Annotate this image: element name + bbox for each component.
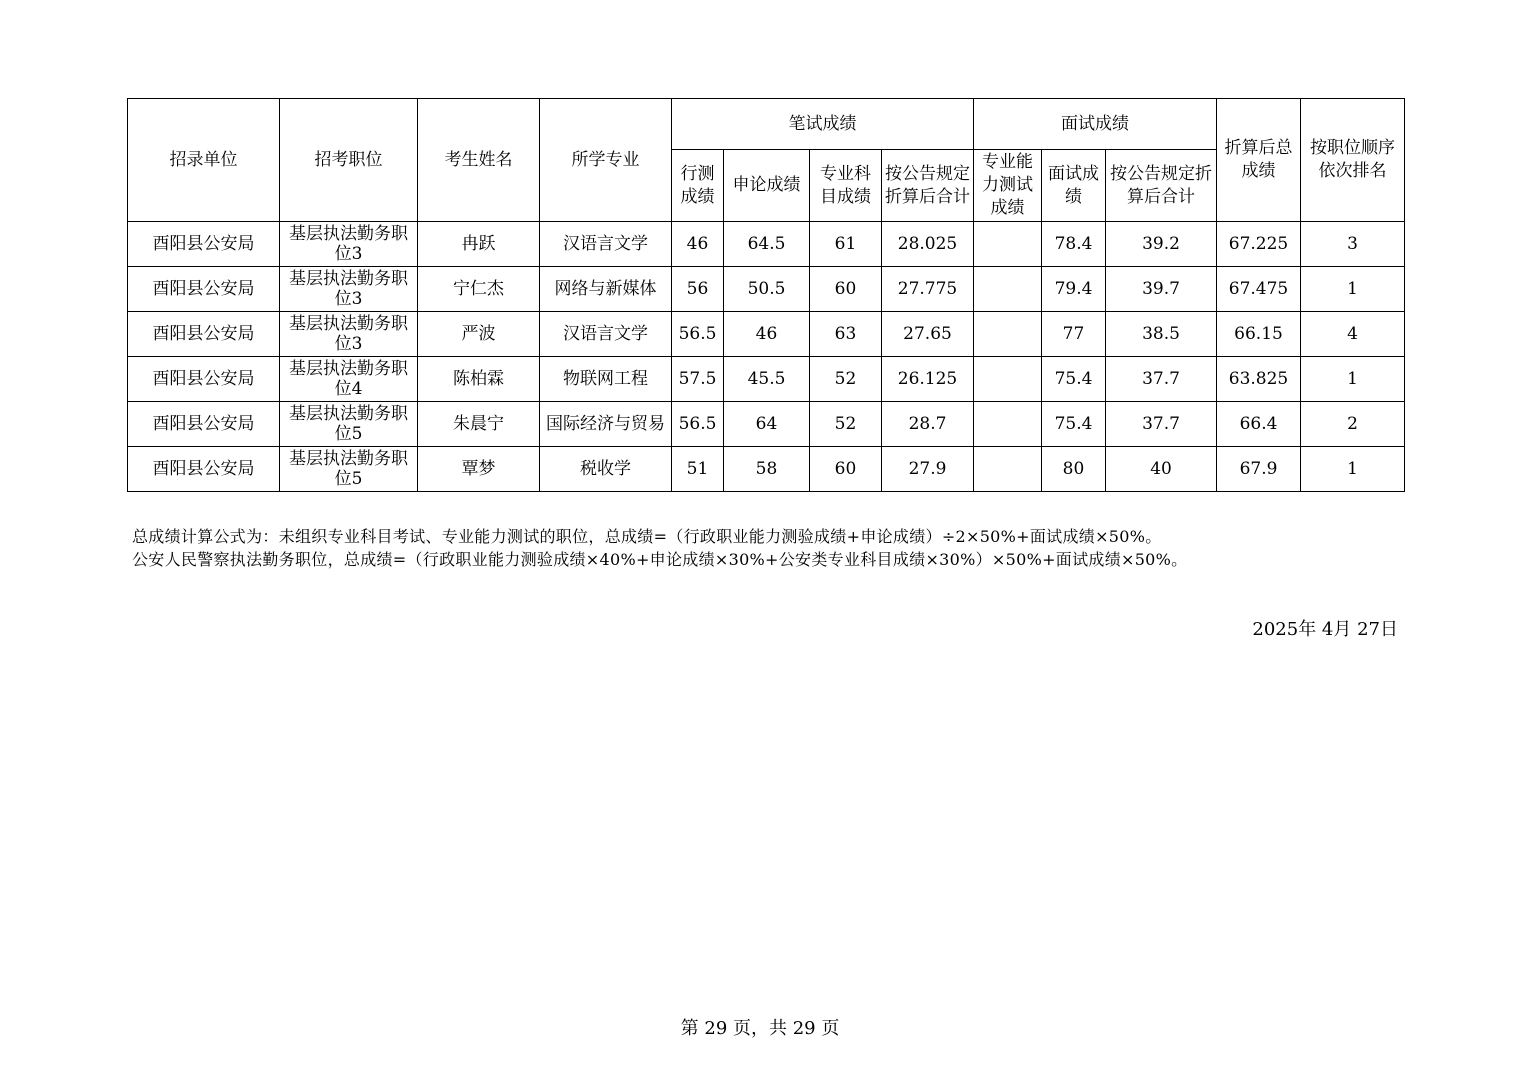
cell-unit: 酉阳县公安局 bbox=[128, 222, 280, 267]
cell-interview-converted: 38.5 bbox=[1106, 312, 1217, 357]
cell-written-converted: 26.125 bbox=[882, 357, 974, 402]
cell-total: 66.4 bbox=[1217, 402, 1301, 447]
cell-ability-test bbox=[974, 447, 1042, 492]
header-unit: 招录单位 bbox=[128, 99, 280, 222]
header-professional: 专业科目成绩 bbox=[810, 150, 882, 222]
formula-notes bbox=[132, 525, 1187, 571]
cell-unit: 酉阳县公安局 bbox=[128, 447, 280, 492]
cell-name: 陈柏霖 bbox=[418, 357, 540, 402]
cell-position: 基层执法勤务职位4 bbox=[280, 357, 418, 402]
cell-major: 物联网工程 bbox=[540, 357, 672, 402]
cell-professional: 60 bbox=[810, 267, 882, 312]
cell-rank: 1 bbox=[1301, 267, 1405, 312]
cell-interview-score: 78.4 bbox=[1042, 222, 1106, 267]
cell-major: 汉语言文学 bbox=[540, 312, 672, 357]
header-written-converted: 按公告规定折算后合计 bbox=[882, 150, 974, 222]
cell-rank: 1 bbox=[1301, 447, 1405, 492]
header-written-group: 笔试成绩 bbox=[672, 99, 974, 150]
cell-ability-test bbox=[974, 357, 1042, 402]
cell-xingce: 51 bbox=[672, 447, 724, 492]
cell-shenlun: 46 bbox=[724, 312, 810, 357]
cell-position: 基层执法勤务职位5 bbox=[280, 402, 418, 447]
cell-written-converted: 28.7 bbox=[882, 402, 974, 447]
cell-xingce: 56.5 bbox=[672, 312, 724, 357]
header-shenlun: 申论成绩 bbox=[724, 150, 810, 222]
cell-shenlun: 45.5 bbox=[724, 357, 810, 402]
cell-position: 基层执法勤务职位3 bbox=[280, 222, 418, 267]
table-body bbox=[128, 222, 1405, 492]
table-row bbox=[128, 357, 1405, 402]
cell-major: 国际经济与贸易 bbox=[540, 402, 672, 447]
header-ability-test: 专业能力测试成绩 bbox=[974, 150, 1042, 222]
cell-total: 67.475 bbox=[1217, 267, 1301, 312]
cell-professional: 63 bbox=[810, 312, 882, 357]
cell-major: 网络与新媒体 bbox=[540, 267, 672, 312]
document-date: 2025年 4月 27日 bbox=[1252, 619, 1398, 640]
table-row bbox=[128, 312, 1405, 357]
cell-ability-test bbox=[974, 222, 1042, 267]
header-row-top bbox=[128, 99, 1405, 150]
cell-shenlun: 64 bbox=[724, 402, 810, 447]
cell-xingce: 46 bbox=[672, 222, 724, 267]
score-table bbox=[127, 98, 1405, 492]
cell-interview-converted: 37.7 bbox=[1106, 357, 1217, 402]
cell-interview-score: 75.4 bbox=[1042, 357, 1106, 402]
cell-xingce: 56 bbox=[672, 267, 724, 312]
cell-written-converted: 28.025 bbox=[882, 222, 974, 267]
header-rank: 按职位顺序依次排名 bbox=[1301, 99, 1405, 222]
cell-interview-converted: 39.2 bbox=[1106, 222, 1217, 267]
cell-rank: 4 bbox=[1301, 312, 1405, 357]
cell-professional: 52 bbox=[810, 402, 882, 447]
cell-interview-converted: 37.7 bbox=[1106, 402, 1217, 447]
cell-rank: 3 bbox=[1301, 222, 1405, 267]
header-name: 考生姓名 bbox=[418, 99, 540, 222]
cell-interview-score: 80 bbox=[1042, 447, 1106, 492]
cell-shenlun: 50.5 bbox=[724, 267, 810, 312]
cell-rank: 2 bbox=[1301, 402, 1405, 447]
cell-ability-test bbox=[974, 312, 1042, 357]
cell-professional: 52 bbox=[810, 357, 882, 402]
cell-professional: 60 bbox=[810, 447, 882, 492]
cell-unit: 酉阳县公安局 bbox=[128, 267, 280, 312]
cell-major: 汉语言文学 bbox=[540, 222, 672, 267]
cell-unit: 酉阳县公安局 bbox=[128, 312, 280, 357]
cell-interview-score: 75.4 bbox=[1042, 402, 1106, 447]
table-row bbox=[128, 447, 1405, 492]
cell-major: 税收学 bbox=[540, 447, 672, 492]
cell-total: 67.9 bbox=[1217, 447, 1301, 492]
formula-note-general: 总成绩计算公式为：未组织专业科目考试、专业能力测试的职位，总成绩=（行政职业能力测验成绩+申论成绩）÷2×50%+面试成绩×50%。 bbox=[132, 527, 1162, 546]
formula-note-police: 公安人民警察执法勤务职位，总成绩=（行政职业能力测验成绩×40%+申论成绩×30%+公安类专业科目成绩×30%）×50%+面试成绩×50%。 bbox=[132, 550, 1188, 569]
cell-xingce: 57.5 bbox=[672, 357, 724, 402]
cell-name: 严波 bbox=[418, 312, 540, 357]
cell-written-converted: 27.9 bbox=[882, 447, 974, 492]
table-row bbox=[128, 267, 1405, 312]
cell-name: 宁仁杰 bbox=[418, 267, 540, 312]
cell-total: 66.15 bbox=[1217, 312, 1301, 357]
cell-name: 覃梦 bbox=[418, 447, 540, 492]
cell-written-converted: 27.65 bbox=[882, 312, 974, 357]
cell-written-converted: 27.775 bbox=[882, 267, 974, 312]
cell-name: 冉跃 bbox=[418, 222, 540, 267]
cell-position: 基层执法勤务职位3 bbox=[280, 312, 418, 357]
table-row bbox=[128, 402, 1405, 447]
table-row bbox=[128, 222, 1405, 267]
header-major: 所学专业 bbox=[540, 99, 672, 222]
cell-interview-score: 77 bbox=[1042, 312, 1106, 357]
cell-ability-test bbox=[974, 267, 1042, 312]
header-interview-converted: 按公告规定折算后合计 bbox=[1106, 150, 1217, 222]
cell-unit: 酉阳县公安局 bbox=[128, 357, 280, 402]
cell-total: 67.225 bbox=[1217, 222, 1301, 267]
cell-interview-converted: 40 bbox=[1106, 447, 1217, 492]
cell-position: 基层执法勤务职位5 bbox=[280, 447, 418, 492]
cell-professional: 61 bbox=[810, 222, 882, 267]
cell-xingce: 56.5 bbox=[672, 402, 724, 447]
header-interview-group: 面试成绩 bbox=[974, 99, 1217, 150]
cell-unit: 酉阳县公安局 bbox=[128, 402, 280, 447]
cell-interview-converted: 39.7 bbox=[1106, 267, 1217, 312]
cell-interview-score: 79.4 bbox=[1042, 267, 1106, 312]
cell-total: 63.825 bbox=[1217, 357, 1301, 402]
cell-shenlun: 58 bbox=[724, 447, 810, 492]
cell-rank: 1 bbox=[1301, 357, 1405, 402]
header-interview-score: 面试成绩 bbox=[1042, 150, 1106, 222]
cell-shenlun: 64.5 bbox=[724, 222, 810, 267]
header-total: 折算后总成绩 bbox=[1217, 99, 1301, 222]
cell-name: 朱晨宁 bbox=[418, 402, 540, 447]
cell-ability-test bbox=[974, 402, 1042, 447]
cell-position: 基层执法勤务职位3 bbox=[280, 267, 418, 312]
page-number-footer: 第 29 页，共 29 页 bbox=[680, 1018, 840, 1039]
header-xingce: 行测成绩 bbox=[672, 150, 724, 222]
header-position: 招考职位 bbox=[280, 99, 418, 222]
